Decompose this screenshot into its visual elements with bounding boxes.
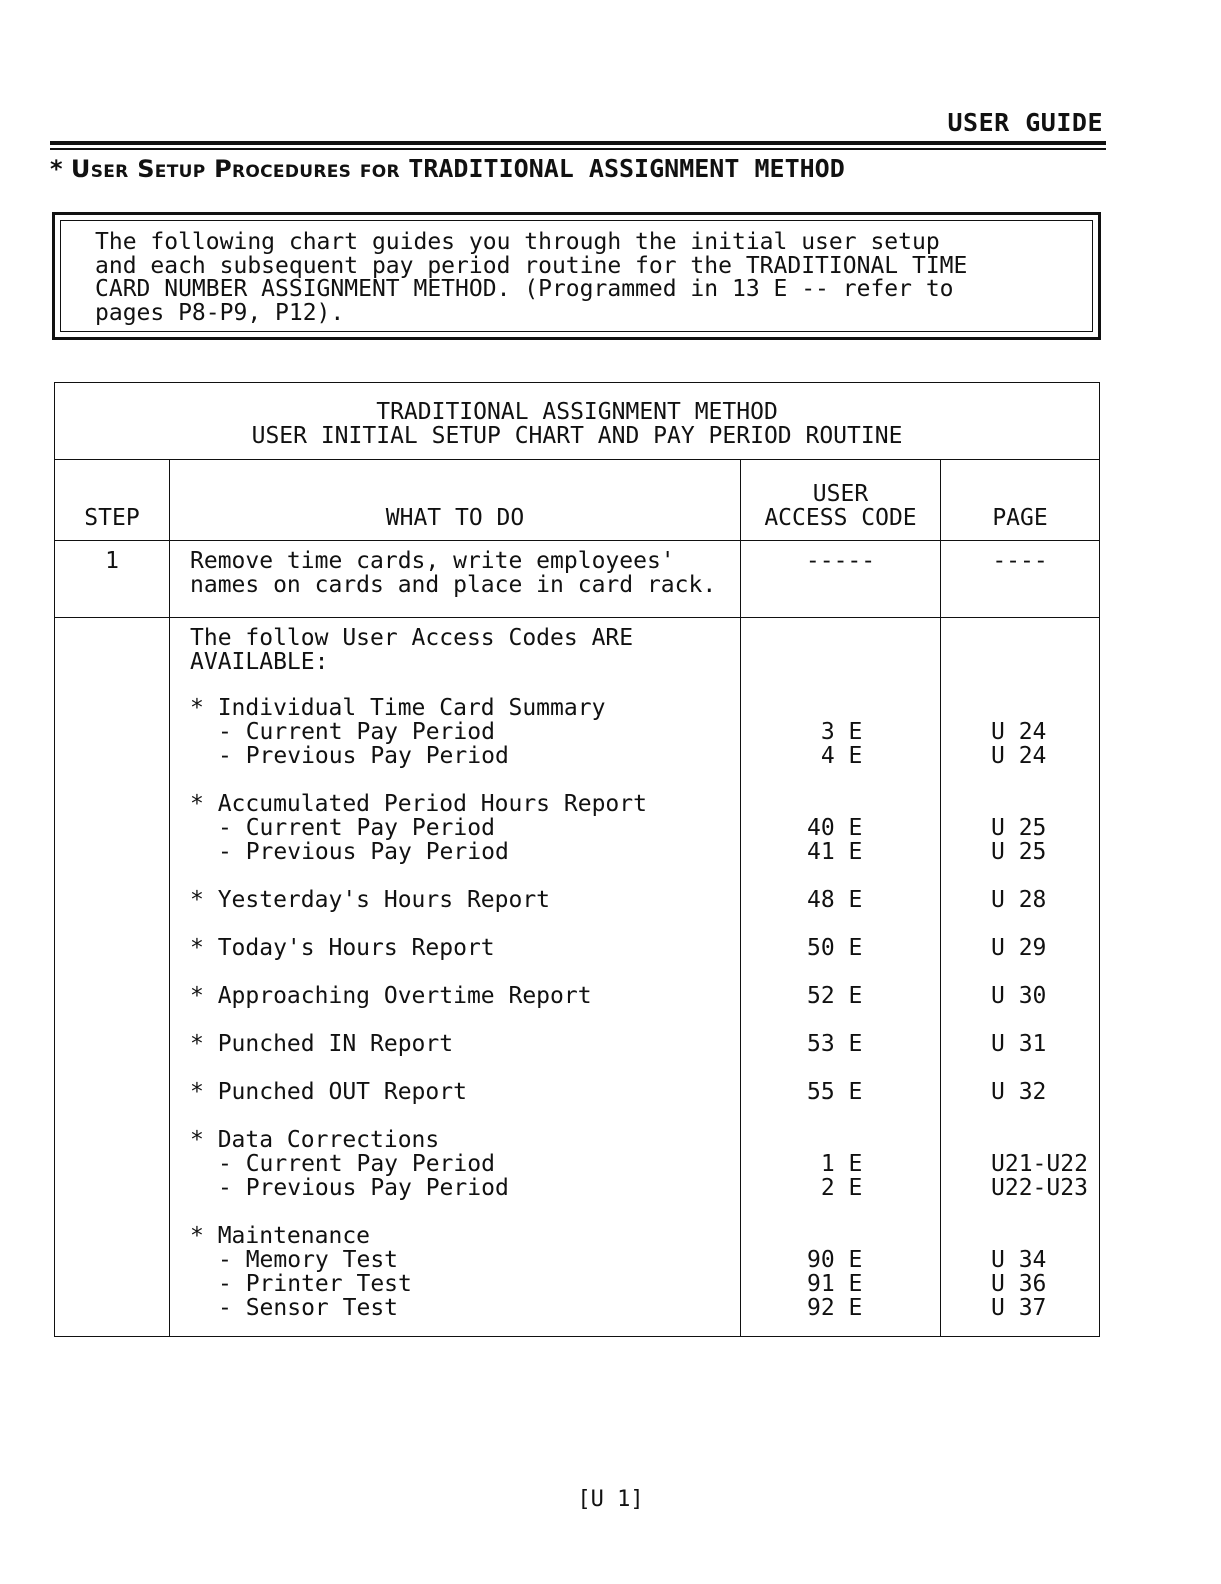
code-group (190, 936, 740, 960)
table-row-available-codes (55, 618, 1100, 1337)
header-page: PAGE (941, 460, 1100, 541)
header-what-to-do: WHAT TO DO (170, 460, 741, 541)
group-title: * Punched IN Report (190, 1031, 454, 1057)
heading-smallcaps: User Setup Procedures for (70, 155, 400, 183)
group-item-label: - Previous Pay Period (218, 1175, 509, 1201)
code-group (190, 888, 740, 912)
page-ref: U 28 (991, 887, 1047, 913)
group-item-label: - Previous Pay Period (218, 743, 509, 769)
group-title: * Approaching Overtime Report (190, 983, 592, 1009)
page-number: [U 1] (577, 1487, 644, 1512)
caption-line-1: TRADITIONAL ASSIGNMENT METHOD (376, 399, 778, 425)
section-heading (50, 154, 845, 183)
intro-box (52, 212, 1101, 340)
access-code: 50 E (807, 935, 863, 961)
header-rule-thin (50, 148, 1106, 150)
header-access-code-line-2: ACCESS CODE (764, 505, 917, 531)
group-title: * Accumulated Period Hours Report (190, 791, 647, 817)
access-code: 53 E (807, 1031, 863, 1057)
step-1-code: ----- (741, 541, 941, 618)
code-group (190, 984, 740, 1008)
page-ref: U 25 (991, 839, 1047, 865)
intro-text: The following chart guides you through the initial user setup and each subsequent pay period routine for the TRADITIONAL TIME CARD NUMBER ASSIGNMENT METHOD. (Programmed in 13 E -- refer to pages P8-P9, P12). (95, 229, 968, 326)
available-intro-line-1: The follow User Access Codes ARE (190, 625, 634, 651)
header-rule-thick (50, 141, 1106, 145)
available-codes-list (170, 618, 741, 1337)
page-ref: U 25 (991, 815, 1047, 841)
group-title: * Individual Time Card Summary (190, 695, 606, 721)
code-group (190, 792, 740, 864)
group-item-label: - Memory Test (218, 1247, 399, 1273)
available-intro-line-2: AVAILABLE: (190, 649, 329, 675)
page-ref: U 37 (991, 1295, 1047, 1321)
group-item-label: - Printer Test (218, 1271, 412, 1297)
table-caption (55, 383, 1100, 460)
access-code: 48 E (807, 887, 863, 913)
page-header-title: USER GUIDE (947, 108, 1103, 137)
group-title: * Maintenance (190, 1223, 371, 1249)
step-1-line-1: Remove time cards, write employees' (190, 548, 675, 574)
table-row-step-1 (55, 541, 1100, 618)
group-item-label: - Current Pay Period (218, 719, 495, 745)
page-ref: U 24 (991, 719, 1047, 745)
access-code: 40 E (807, 815, 863, 841)
group-title: * Data Corrections (190, 1127, 440, 1153)
access-code: 1 E (807, 1151, 863, 1177)
access-code: 91 E (807, 1271, 863, 1297)
access-code: 2 E (807, 1175, 863, 1201)
code-group (190, 696, 740, 768)
access-code: 3 E (807, 719, 863, 745)
page-ref: U22-U23 (991, 1175, 1088, 1201)
access-code: 4 E (807, 743, 863, 769)
heading-caps: TRADITIONAL ASSIGNMENT METHOD (408, 154, 845, 183)
code-group (190, 1032, 740, 1056)
step-number: 1 (55, 541, 170, 618)
page-ref: U 32 (991, 1079, 1047, 1105)
step-1-page: ---- (941, 541, 1100, 618)
header-access-code-line-1: USER (812, 481, 869, 507)
step-1-instruction (170, 541, 741, 618)
caption-line-2: USER INITIAL SETUP CHART AND PAY PERIOD ROUTINE (251, 423, 903, 449)
page-ref: U21-U22 (991, 1151, 1088, 1177)
access-code: 90 E (807, 1247, 863, 1273)
access-code: 92 E (807, 1295, 863, 1321)
page-ref: U 29 (991, 935, 1047, 961)
group-title: * Today's Hours Report (190, 935, 495, 961)
access-code: 41 E (807, 839, 863, 865)
group-item-label: - Sensor Test (218, 1295, 399, 1321)
page-ref: U 36 (991, 1271, 1047, 1297)
heading-star: * (50, 155, 63, 183)
header-step: STEP (55, 460, 170, 541)
pages-column (941, 618, 1100, 1337)
step-1-line-2: names on cards and place in card rack. (190, 572, 717, 598)
group-item-label: - Current Pay Period (218, 1151, 495, 1177)
page-ref: U 30 (991, 983, 1047, 1009)
table-header-row (55, 460, 1100, 541)
group-title: * Punched OUT Report (190, 1079, 467, 1105)
empty-step-cell (55, 618, 170, 1337)
page-ref: U 24 (991, 743, 1047, 769)
page-ref: U 31 (991, 1031, 1047, 1057)
access-code: 52 E (807, 983, 863, 1009)
code-group (190, 1128, 740, 1200)
page-ref: U 34 (991, 1247, 1047, 1273)
intro-box-inner-border (60, 220, 1093, 332)
code-group (190, 1224, 740, 1320)
group-item-label: - Previous Pay Period (218, 839, 509, 865)
group-title: * Yesterday's Hours Report (190, 887, 551, 913)
access-codes-column (741, 618, 941, 1337)
setup-chart-table (54, 382, 1100, 1337)
group-item-label: - Current Pay Period (218, 815, 495, 841)
header-access-code (741, 460, 941, 541)
code-group (190, 1080, 740, 1104)
table-caption-row (55, 383, 1100, 460)
access-code: 55 E (807, 1079, 863, 1105)
